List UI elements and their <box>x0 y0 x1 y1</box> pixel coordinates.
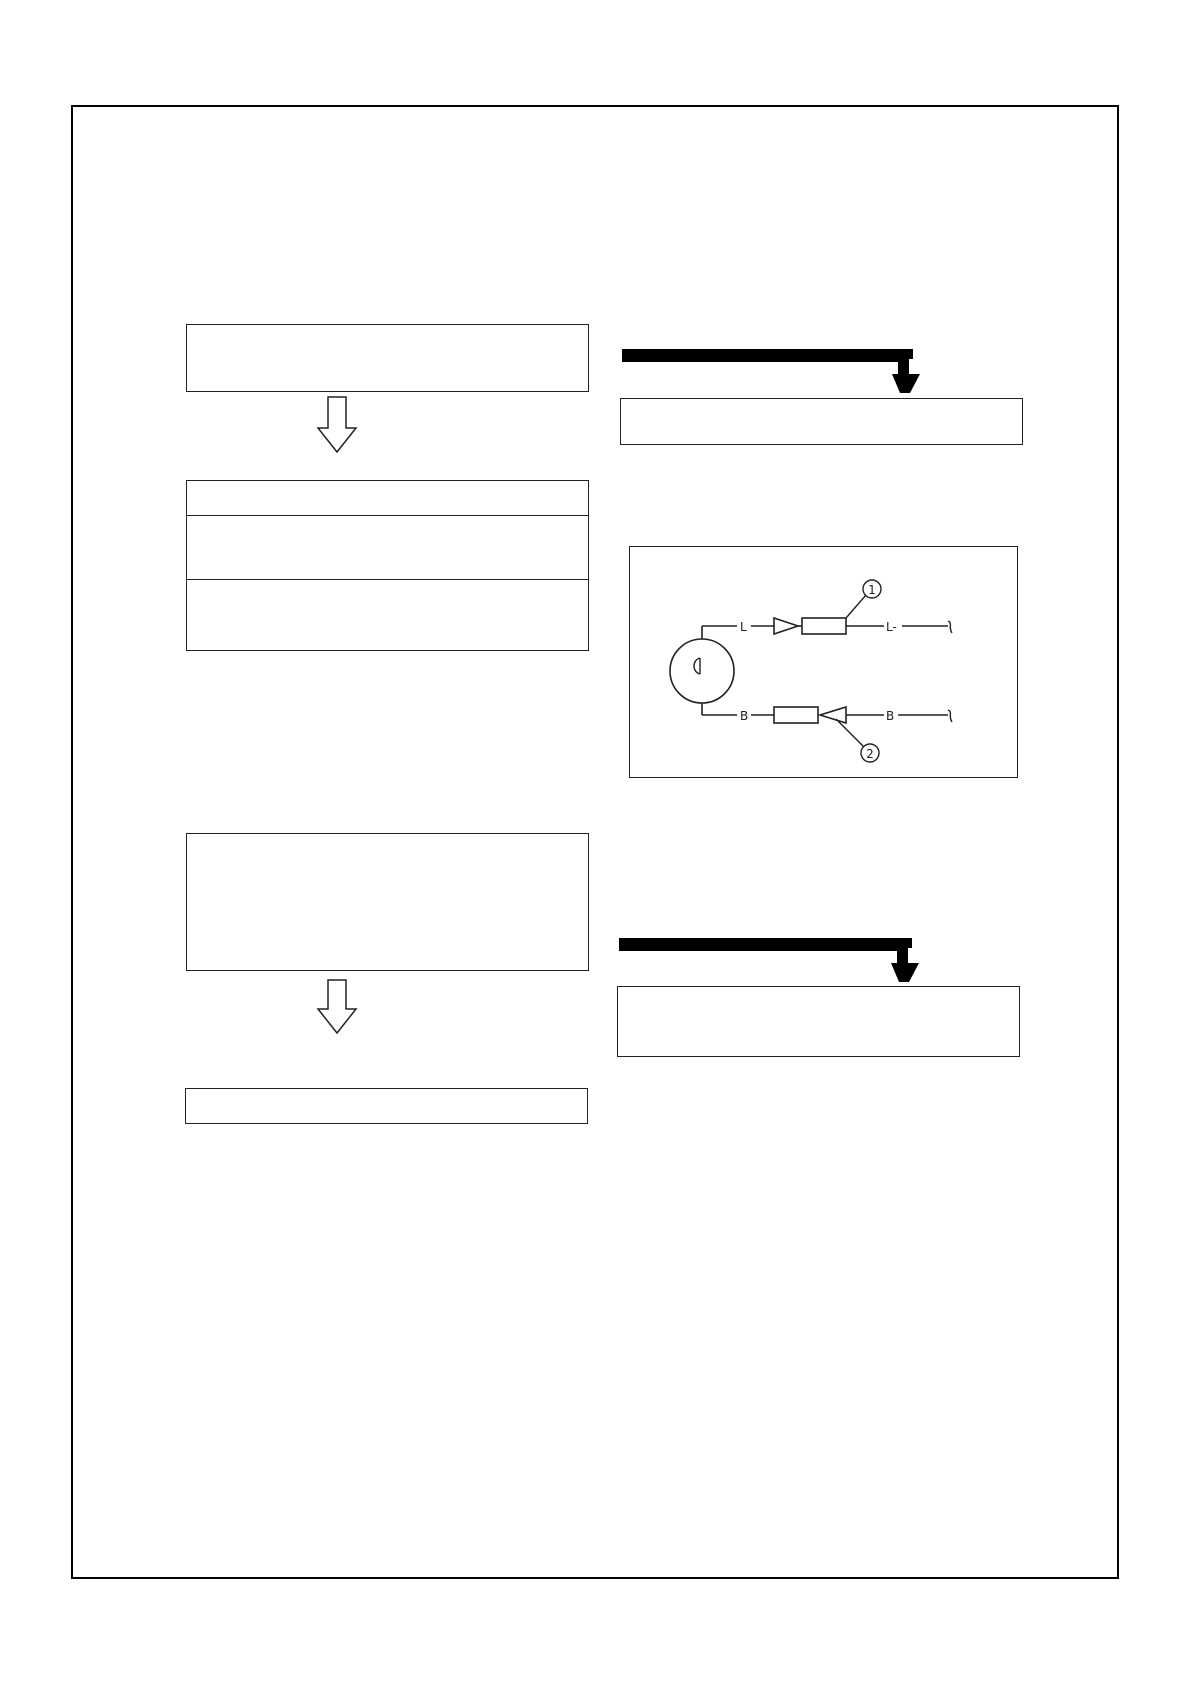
flow-box-step-1 <box>186 324 589 392</box>
down-arrow-1 <box>316 396 358 454</box>
wire-label-bottom-left: B <box>740 709 749 723</box>
flow-box-step-3 <box>186 833 589 971</box>
callout-1-number: 1 <box>868 583 876 597</box>
table-divider-1 <box>187 515 588 516</box>
wire-label-bottom-right: B <box>886 709 895 723</box>
branch-arrow-2 <box>618 934 920 984</box>
connector-male-top <box>774 618 798 634</box>
wiring-diagram-frame <box>629 546 1018 778</box>
result-box-2 <box>617 986 1020 1057</box>
connector-female-bottom <box>820 707 846 723</box>
bulb-icon <box>670 639 734 703</box>
callout-2-number: 2 <box>866 747 874 761</box>
branch-arrow-1 <box>621 345 921 395</box>
connector-housing-bottom <box>774 707 818 723</box>
wire-label-top-left: L <box>740 620 747 634</box>
down-arrow-2 <box>316 979 358 1035</box>
wiring-diagram <box>630 547 1017 777</box>
table-divider-2 <box>187 579 588 580</box>
result-box-1 <box>620 398 1023 445</box>
connector-housing-top <box>802 618 846 634</box>
flow-box-step-4 <box>185 1088 588 1124</box>
wire-label-top-right: L- <box>886 620 897 634</box>
flow-table-step-2 <box>186 480 589 651</box>
